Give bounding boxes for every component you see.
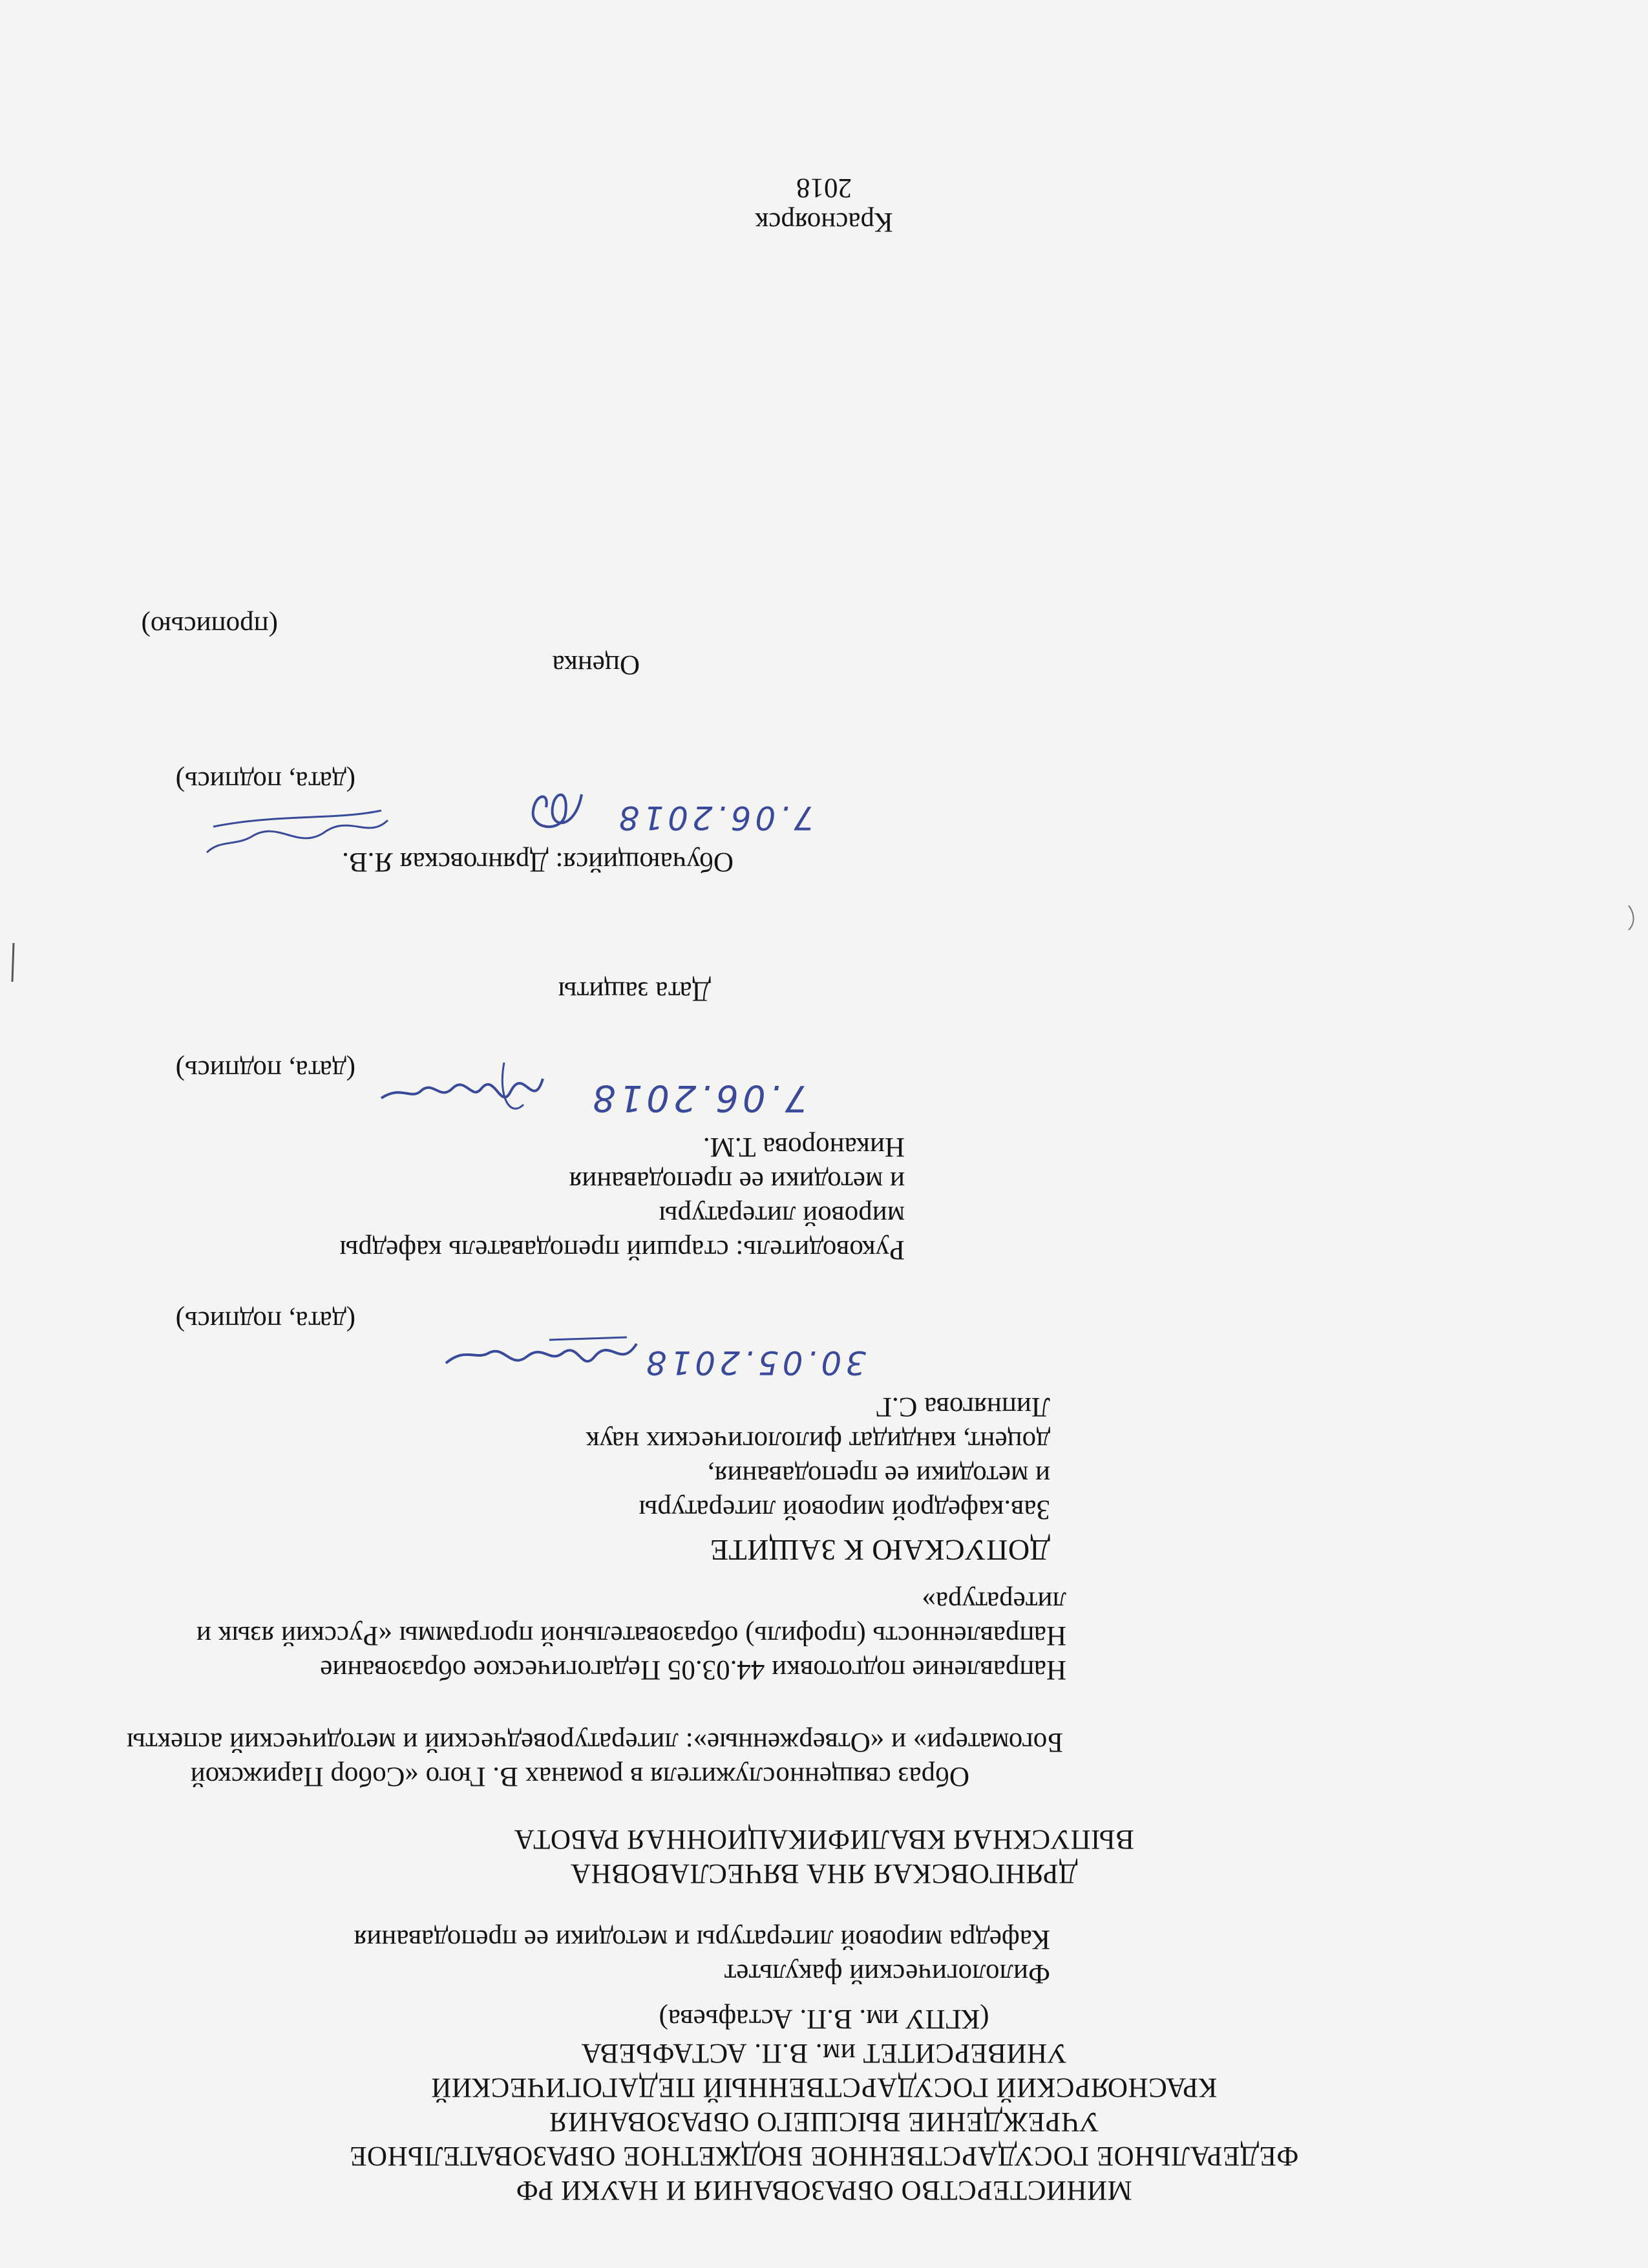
institution-line-2: УЧРЕЖДЕНИЕ ВЫСШЕГО ОБРАЗОВАНИЯ	[549, 2106, 1099, 2137]
university-line-2: УНИВЕРСИТЕТ им. В.П. АСТАФЬЕВА	[581, 2038, 1067, 2068]
supervisor-handwritten-date: 7.06.2018	[588, 1077, 808, 1119]
defense-date-label: Дата защиты	[558, 976, 711, 1006]
supervisor-line-1: Руководитель: старший преподаватель кафедры	[339, 1235, 905, 1265]
student-initials-signature	[504, 781, 588, 840]
supervisor-line-3: и методики ее преподавания	[569, 1166, 905, 1196]
ministry-line: МИНИСТЕРСТВО ОБРАЗОВАНИЯ И НАУКИ РФ	[516, 2175, 1132, 2205]
head-name: Липнягова С.Г	[876, 1392, 1050, 1422]
supervisor-name: Никанорова Т.М.	[703, 1132, 905, 1162]
student-date-caption: (дата, подпись)	[175, 766, 355, 796]
topic-line-2: Богоматери» и «Отверженные»: литературоведческий и методический аспекты	[127, 1727, 1063, 1757]
topic-line-1: Образ священнослужителя в романах В. Гюго «Собор Парижской	[190, 1761, 969, 1792]
admit-title: ДОПУСКАЮ К ЗАЩИТЕ	[710, 1534, 1050, 1567]
faculty-name: Филологический факультет	[724, 1958, 1050, 1989]
supervisor-line-2: мировой литературы	[659, 1200, 905, 1231]
supervisor-date-caption: (дата, подпись)	[175, 1055, 355, 1085]
scan-mark-2	[1625, 904, 1638, 930]
year: 2018	[796, 173, 852, 203]
author-name: ДРЯНГОВСКАЯ ЯНА ВЯЧЕСЛАВОВНА	[570, 1858, 1078, 1889]
department-name: Кафедра мировой литературы и методики ее преподавания	[354, 1924, 1050, 1955]
university-line-1: КРАСНОЯРСКИЙ ГОСУДАРСТВЕННЫЙ ПЕДАГОГИЧЕСКИЙ	[430, 2072, 1218, 2103]
supervisor-signature	[368, 1053, 549, 1124]
head-line-2: и методики ее преподавания,	[707, 1460, 1050, 1490]
university-abbr: (КГПУ им. В.П. Астафьева)	[659, 2004, 989, 2034]
head-signature	[433, 1324, 640, 1383]
city: Красноярск	[755, 207, 893, 237]
institution-line-1: ФЕДЕРАЛЬНОЕ ГОСУДАРСТВЕННОЕ БЮДЖЕТНОЕ ОБРАЗОВАТЕЛЬНОЕ	[349, 2141, 1299, 2171]
head-line-3: доцент, кандидат филологических наук	[586, 1426, 1050, 1456]
student-signature	[200, 794, 394, 865]
scan-mark	[8, 943, 16, 982]
admit-date-caption: (дата, подпись)	[175, 1306, 355, 1336]
direction-line: Направление подготовки 44.03.05 Педагогическое образование	[320, 1655, 1066, 1685]
profile-line-2: литература»	[922, 1586, 1066, 1616]
work-type: ВЫПУСКНАЯ КВАЛИФИКАЦИОННАЯ РАБОТА	[514, 1824, 1134, 1854]
student-handwritten-date: 7.06.2018	[615, 799, 814, 836]
profile-line: Направленность (профиль) образовательной программы «Русский язык и	[196, 1620, 1066, 1651]
student-label: Обучающийся: Дрянговская Я.В.	[342, 847, 734, 877]
head-line-1: Зав.кафедрой мировой литературы	[639, 1494, 1050, 1525]
grade-caption: (прописью)	[141, 611, 278, 641]
admit-handwritten-date: 30.05.2018	[642, 1344, 866, 1381]
grade-label: Оценка	[552, 650, 640, 680]
